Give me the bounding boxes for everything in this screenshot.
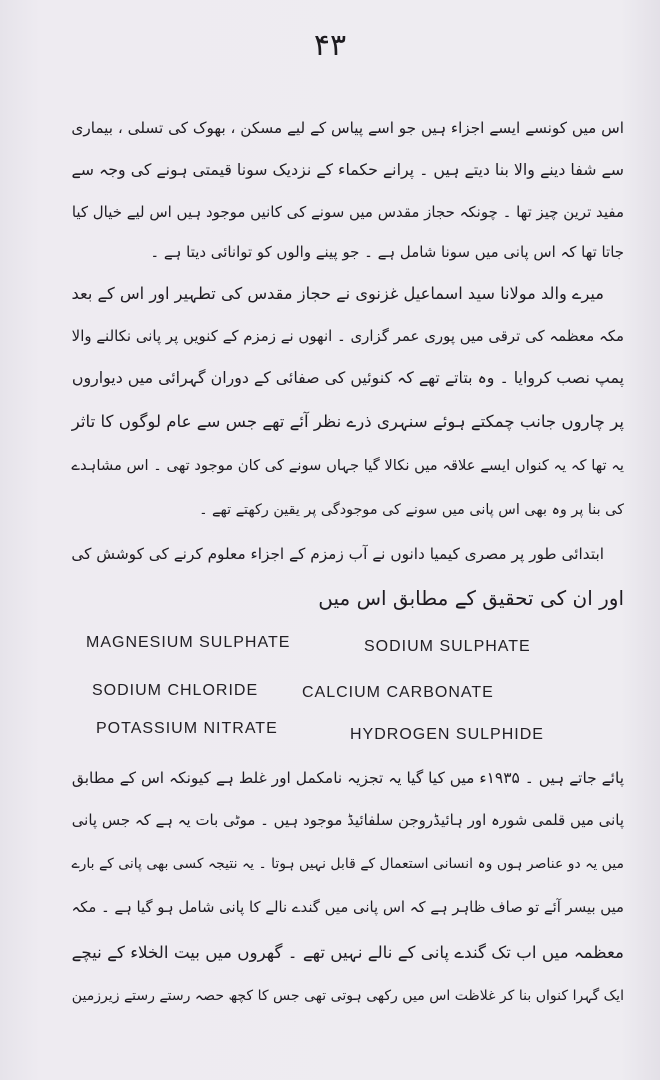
compound-potassium-nitrate: POTASSIUM NITRATE <box>96 720 278 737</box>
compound-sodium-sulphate: SODIUM SULPHATE <box>364 638 531 655</box>
compound-calcium-carbonate: CALCIUM CARBONATE <box>302 684 494 701</box>
paragraph-2-line-2: مکہ معظمہ کی ترقی میں پوری عمر گزاری ۔ انھوں نے زمزم کے کنویں پر پانی نکالنے والا <box>71 327 624 345</box>
compound-hydrogen-sulphide: HYDROGEN SULPHIDE <box>350 726 544 743</box>
paragraph-4-line-3: میں یہ دو عناصر ہوں وہ انسانی استعمال کے قابل نہیں ہوتا ۔ یہ نتیجہ کسی بھی پانی کے بارے <box>71 856 624 872</box>
paragraph-2-line-4: پر چاروں جانب چمکتے ہوئے سنہری ذرے نظر آئے تھے جس سے عام لوگوں کا تاثر <box>71 412 624 431</box>
paragraph-4-line-6: ایک گہرا کنواں بنا کر غلاظت اس میں رکھی ہوتی تھی جس کا کچھ حصہ رستے رستے زیرزمین <box>71 988 624 1004</box>
paragraph-1-line-3: مفید ترین چیز تھا ۔ چونکہ حجاز مقدس میں سونے کی کانیں موجود ہیں اس لیے خیال کیا <box>71 203 624 221</box>
paragraph-3-line-2: اور ان کی تحقیق کے مطابق اس میں <box>318 586 624 610</box>
paragraph-4-line-4: میں بیسر آئے تو صاف ظاہر ہے کہ اس پانی میں گندے نالے کا پانی شامل ہو گیا ہے ۔ مکہ <box>71 899 624 916</box>
page-number: ۴۳ <box>313 28 347 63</box>
compound-magnesium-sulphate: MAGNESIUM SULPHATE <box>86 634 291 651</box>
paragraph-2-line-3: پمپ نصب کروایا ۔ وہ بتاتے تھے کہ کنوئیں کی صفائی کے دوران گہرائی میں دیواروں <box>71 368 624 387</box>
compound-sodium-chloride: SODIUM CHLORIDE <box>92 682 259 699</box>
paragraph-4-line-5: معظمہ میں اب تک گندے پانی کے نالے نہیں تھے ۔ گھروں میں بیت الخلاء کے نیچے <box>71 942 624 962</box>
paragraph-1-line-1: اس میں کونسے ایسے اجزاء ہیں جو اسے پیاس کے لیے مسکن ، بھوک کی تسلی ، بیماری <box>71 119 624 137</box>
paragraph-3-line-1: ابتدائی طور پر مصری کیمیا دانوں نے آب زمزم کے اجزاء معلوم کرنے کی کوشش کی <box>71 545 604 563</box>
paragraph-4-line-2: پانی میں قلمی شورہ اور ہائیڈروجن سلفائیڈ موجود ہیں ۔ موٹی بات یہ ہے کہ جس پانی <box>71 811 624 829</box>
paragraph-2-line-5: یہ تھا کہ یہ کنواں ایسے علاقہ میں نکالا گیا جہاں سونے کی کان موجود تھی ۔ اس مشاہدے <box>71 457 624 474</box>
paragraph-2-line-1: میرے والد مولانا سید اسماعیل غزنوی نے حجاز مقدس کی تطہیر اور اس کے بعد <box>71 284 604 303</box>
paragraph-1-line-4: جاتا تھا کہ اس پانی میں سونا شامل ہے ۔ جو پینے والوں کو توانائی دیتا ہے ۔ <box>150 243 624 261</box>
paragraph-1-line-2: سے شفا دینے والا بنا دیتے ہیں ۔ پرانے حکماء کے نزدیک سونا قیمتی ہونے کی وجہ سے <box>71 160 624 179</box>
paragraph-2-line-6: کی بنا پر وہ بھی اس پانی میں سونے کی موجودگی پر یقین رکھتے تھے ۔ <box>199 502 624 518</box>
paragraph-4-line-1: پائے جاتے ہیں ۔ ۱۹۳۵ء میں کیا گیا یہ تجزیہ نامکمل اور غلط ہے کیونکہ اس کے مطابق <box>71 769 624 787</box>
